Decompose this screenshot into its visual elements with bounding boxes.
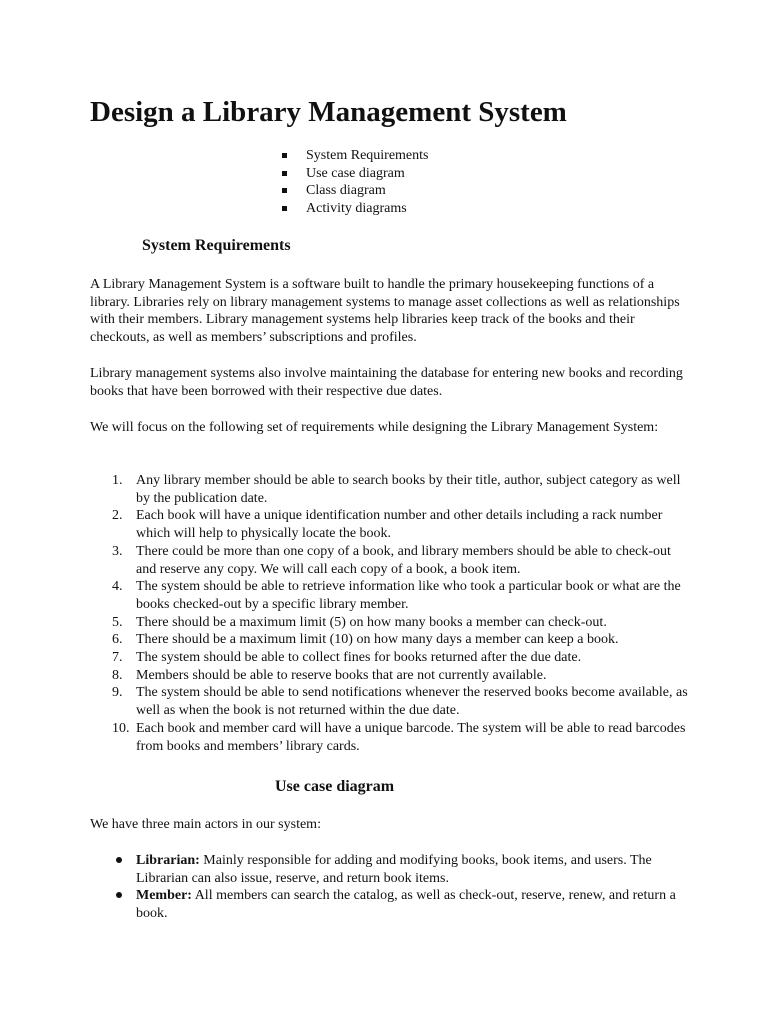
list-number: 6. xyxy=(112,632,123,648)
requirements-list xyxy=(90,472,690,755)
toc-item xyxy=(280,182,429,200)
section-heading-use-case-diagram: Use case diagram xyxy=(275,778,395,795)
list-number: 9. xyxy=(112,685,123,701)
page-title: Design a Library Management System xyxy=(90,96,567,128)
paragraph: A Library Management System is a software built to handle the primary housekeeping functions of a library. Libraries rely on library management systems to manage asset collections as well as relationships with their members. Library management systems help libraries keep track of the books and their checkouts, as well as members’ subscriptions and profiles. xyxy=(90,277,680,346)
table-of-contents xyxy=(280,147,429,218)
round-bullet-icon xyxy=(116,857,122,863)
list-number: 2. xyxy=(112,508,123,524)
list-item xyxy=(90,507,690,542)
list-number: 8. xyxy=(112,667,123,683)
toc-item-label: Use case diagram xyxy=(306,165,405,181)
list-number: 3. xyxy=(112,543,123,559)
list-item xyxy=(90,684,690,719)
toc-item xyxy=(280,200,429,218)
list-item-text: The system should be able to send notifications whenever the reserved books become available, as well as when the book is not returned within the due date. xyxy=(136,685,688,719)
actor-description: Mainly responsible for adding and modifying books, book items, and users. The Librarian can also issue, reserve, and return book items. xyxy=(136,853,652,886)
list-item xyxy=(90,472,690,507)
round-bullet-icon xyxy=(116,892,122,898)
list-item-text: There could be more than one copy of a book, and library members should be able to check-out and reserve any copy. We will call each copy of a book, a book item. xyxy=(136,543,671,577)
list-item-text: Each book and member card will have a unique barcode. The system will be able to read barcodes from books and members’ library cards. xyxy=(136,720,686,754)
square-bullet-icon xyxy=(282,206,287,211)
square-bullet-icon xyxy=(282,188,287,193)
paragraph: We will focus on the following set of requirements while designing the Library Management System: xyxy=(90,420,659,435)
actors-list xyxy=(90,852,690,923)
list-item xyxy=(90,614,690,632)
list-item xyxy=(90,578,690,613)
paragraph: We have three main actors in our system: xyxy=(90,817,321,832)
list-number: 4. xyxy=(112,579,123,595)
actor-name: Member: xyxy=(136,888,192,904)
list-item xyxy=(90,543,690,578)
list-number: 7. xyxy=(112,650,123,666)
toc-item xyxy=(280,165,429,183)
paragraph: Library management systems also involve maintaining the database for entering new books and recording books that have been borrowed with their respective due dates. xyxy=(90,366,683,399)
square-bullet-icon xyxy=(282,171,287,176)
list-item xyxy=(90,649,690,667)
list-item-text: The system should be able to retrieve information like who took a particular book or what are the books checked-out by a specific library member. xyxy=(136,579,681,612)
square-bullet-icon xyxy=(282,153,287,158)
list-number: 10. xyxy=(112,720,130,736)
list-item-text: There should be a maximum limit (5) on how many books a member can check-out. xyxy=(136,614,607,630)
toc-item-label: Activity diagrams xyxy=(306,201,407,217)
list-item xyxy=(90,631,690,649)
list-item-text: The system should be able to collect fines for books returned after the due date. xyxy=(136,650,582,666)
toc-item xyxy=(280,147,429,165)
list-item xyxy=(90,720,690,755)
toc-item-label: System Requirements xyxy=(306,148,429,163)
list-item-text: Any library member should be able to search books by their title, author, subject category as well by the publication date. xyxy=(136,473,681,506)
section-heading-system-requirements: System Requirements xyxy=(142,237,291,254)
list-item-text: There should be a maximum limit (10) on how many days a member can keep a book. xyxy=(136,632,619,648)
list-item xyxy=(90,667,690,685)
actor-description: All members can search the catalog, as well as check-out, reserve, renew, and return a book. xyxy=(136,888,676,922)
toc-item-label: Class diagram xyxy=(306,183,386,199)
list-number: 5. xyxy=(112,614,123,630)
list-item xyxy=(90,887,690,922)
list-item xyxy=(90,852,690,887)
list-number: 1. xyxy=(112,473,123,488)
list-item-text: Members should be able to reserve books that are not currently available. xyxy=(136,667,547,683)
actor-name: Librarian: xyxy=(136,853,200,868)
list-item-text: Each book will have a unique identification number and other details including a rack number which will help to physically locate the book. xyxy=(136,508,663,542)
